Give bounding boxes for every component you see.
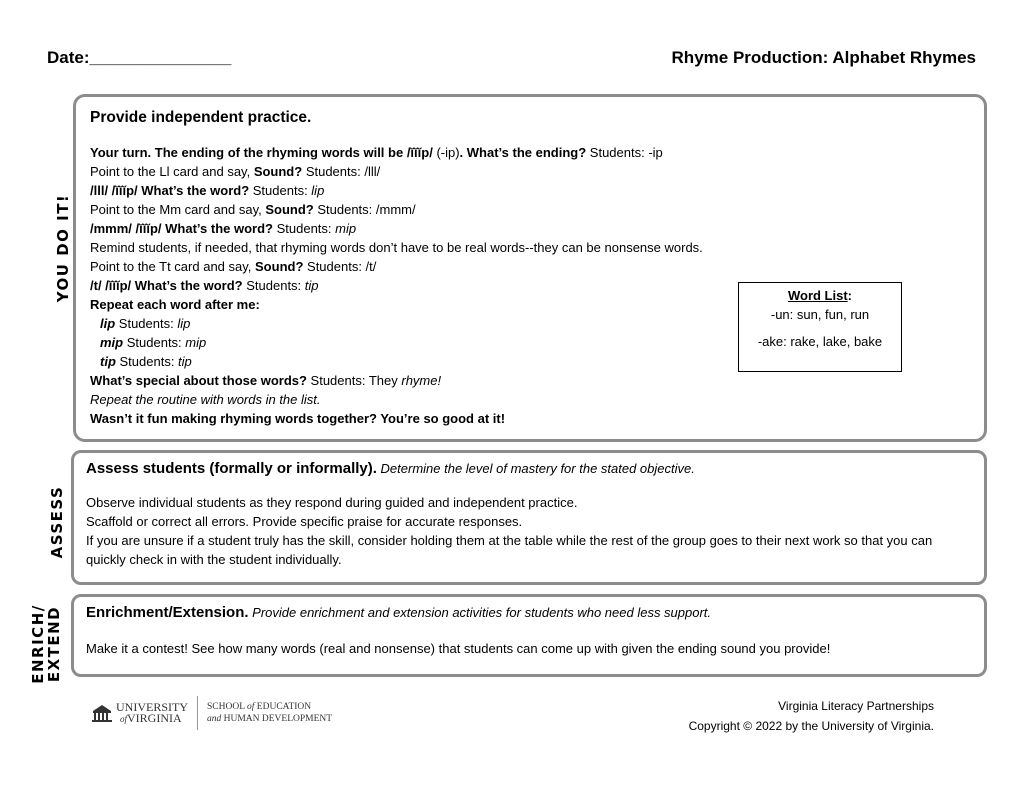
org-name: Virginia Literacy Partnerships	[778, 699, 934, 713]
independent-practice-content	[90, 108, 970, 428]
line: Remind students, if needed, that rhyming words don’t have to be real words--they can be nonsense words.	[90, 240, 703, 255]
page-title: Rhyme Production: Alphabet Rhymes	[671, 48, 976, 67]
line: Scaffold or correct all errors. Provide specific praise for accurate responses.	[86, 514, 523, 529]
section-heading: Provide independent practice.	[90, 109, 312, 126]
enrichment-content	[86, 603, 966, 658]
line: /lll/ /ĭĭĭp/ What’s the word? Students: lip	[90, 183, 325, 198]
rotunda-icon	[91, 703, 113, 723]
word-list-title: Word List:	[787, 288, 853, 303]
line: Point to the Ll card and say, Sound? Students: /lll/	[90, 164, 381, 179]
uva-logo: UNIVERSITY ofVIRGINIA SCHOOL of EDUCATION and HUMAN DEVELOPMENT	[91, 696, 332, 730]
line: Point to the Tt card and say, Sound? Students: /t/	[90, 259, 377, 274]
enrich-extend-label: ENRICH/ EXTEND	[29, 604, 63, 684]
line: Make it a contest! See how many words (real and nonsense) that students can come up with given the ending sound you provide!	[86, 641, 831, 656]
assess-content	[86, 459, 966, 569]
line: Observe individual students as they respond during guided and independent practice.	[86, 495, 578, 510]
word-list-item: -un: sun, fun, run	[770, 307, 870, 322]
you-do-it-label: YOU DO IT!	[54, 193, 72, 303]
line: /mmm/ /ĭĭĭp/ What’s the word? Students: mip	[90, 221, 357, 236]
line: What’s special about those words? Students: They rhyme!	[90, 373, 442, 388]
line: mip Students: mip	[100, 335, 207, 350]
section-heading: Enrichment/Extension. Provide enrichment and extension activities for students who need less support.	[86, 604, 712, 621]
section-heading: Assess students (formally or informally). Determine the level of mastery for the stated objective.	[86, 460, 695, 477]
copyright: Copyright © 2022 by the University of Virginia.	[688, 719, 934, 733]
line: /t/ /ĭĭĭp/ What’s the word? Students: tip	[90, 278, 319, 293]
line: Repeat each word after me:	[90, 297, 260, 312]
line: If you are unsure if a student truly has the skill, consider holding them at the table while the rest of the group goes to their next work so that you can quickly check in with the student individually.	[86, 533, 933, 567]
word-list-item: -ake: rake, lake, bake	[757, 334, 883, 349]
line: tip Students: tip	[100, 354, 192, 369]
line: Your turn. The ending of the rhyming words will be /ĭĭĭp/ (-ip). What’s the ending? Students: -ip	[90, 145, 663, 160]
footer-credits	[689, 696, 934, 736]
word-list-box	[738, 282, 902, 372]
line: Wasn’t it fun making rhyming words together? You’re so good at it!	[90, 411, 506, 426]
line: lip Students: lip	[100, 316, 191, 331]
line: Point to the Mm card and say, Sound? Students: /mmm/	[90, 202, 416, 217]
assess-label: ASSESS	[48, 485, 66, 559]
line: Repeat the routine with words in the list.	[90, 392, 321, 407]
date-label: Date:_______________	[47, 48, 232, 67]
